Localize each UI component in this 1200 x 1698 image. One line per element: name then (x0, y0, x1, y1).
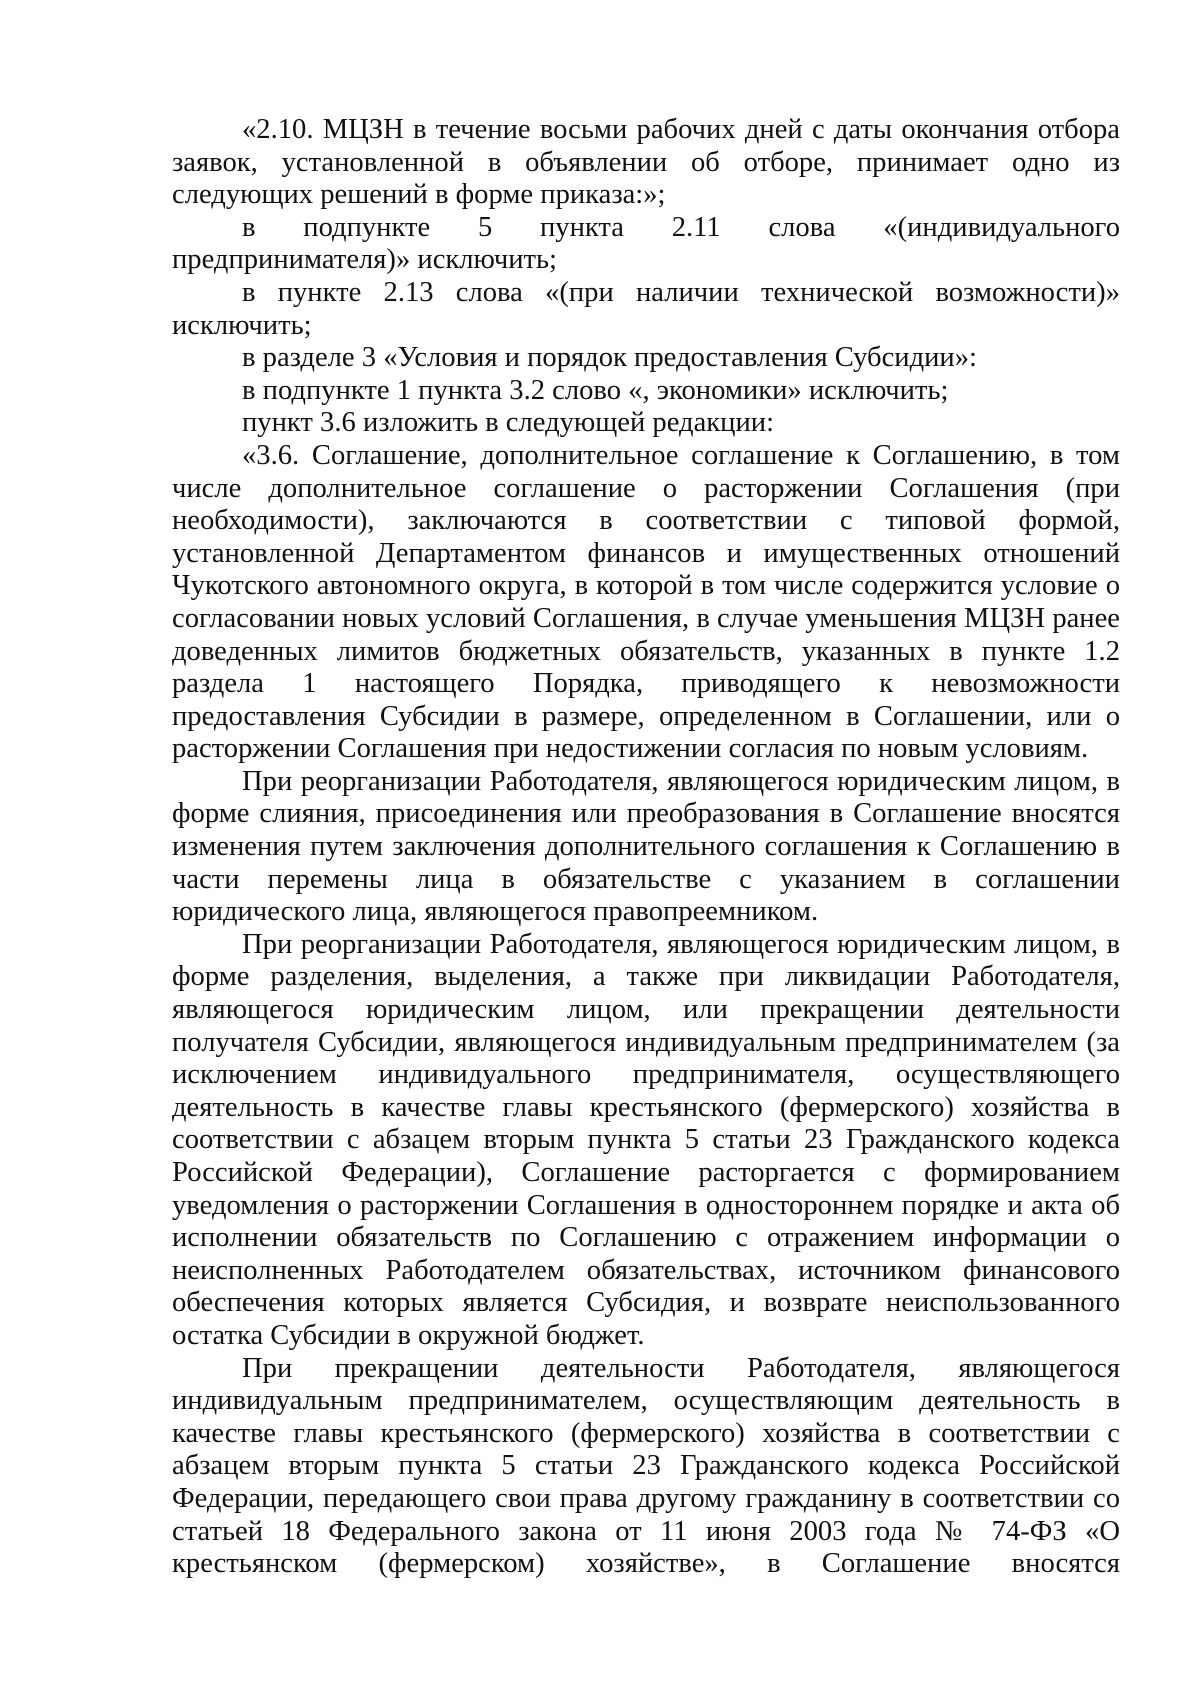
paragraph-clause-3-6: «3.6. Соглашение, дополнительное соглашение к Соглашению, в том числе дополнительное соглашение о расторжении Соглашения (при необходимости), заключаются в соответствии с типовой формой, установленной Департаментом финансов и имущественных отношений Чукотского автономного округа, в которой в том числе содержится условие о согласовании новых условий Соглашения, в случае уменьшения МЦЗН ранее доведенных лимитов бюджетных обязательств, указанных в пункте 1.2 раздела 1 настоящего Порядка, приводящего к невозможности предоставления Субсидии в размере, определенном в Соглашении, или о расторжении Соглашения при недостижении согласия по новым условиям. (172, 439, 1120, 765)
paragraph-section-3: в разделе 3 «Условия и порядок предоставления Субсидии»: (242, 342, 977, 374)
paragraph-amendment-2-11: в подпункте 5 пункта 2.11 слова «(индивидуального предпринимателя)» исключить; (172, 211, 1120, 276)
paragraph-reorganization-merger: При реорганизации Работодателя, являющегося юридическим лицом, в форме слияния, присоединения или преобразования в Соглашение вносятся изменения путем заключения дополнительного соглашения к Соглашению в части перемены лица в обязательстве с указанием в соглашении юридического лица, являющегося правопреемником. (172, 765, 1120, 928)
paragraph-amendment-2-13: в пункте 2.13 слова «(при наличии технической возможности)» исключить; (172, 276, 1120, 341)
paragraph-amendment-3-6: пункт 3.6 изложить в следующей редакции: (242, 407, 775, 439)
paragraph-farm-termination: При прекращении деятельности Работодателя, являющегося индивидуальным предпринимателем, осуществляющим деятельность в качестве главы крестьянского (фермерского) хозяйства в соответствии с абзацем вторым пункта 5 статьи 23 Гражданского кодекса Российской Федерации, передающего свои права другому гражданину в соответствии со статьей 18 Федерального закона от 11 июня 2003 года № 74-ФЗ «О крестьянском (фермерском) хозяйстве», в Соглашение вносятся (172, 1352, 1120, 1580)
paragraph-amendment-3-2: в подпункте 1 пункта 3.2 слово «, экономики» исключить; (242, 374, 949, 406)
document-body (172, 114, 1120, 1581)
paragraph-clause-2-10: «2.10. МЦЗН в течение восьми рабочих дней с даты окончания отбора заявок, установленной в объявлении об отборе, принимает одно из следующих решений в форме приказа:»; (172, 114, 1120, 211)
paragraph-reorganization-division: При реорганизации Работодателя, являющегося юридическим лицом, в форме разделения, выделения, а также при ликвидации Работодателя, являющегося юридическим лицом, или прекращении деятельности получателя Субсидии, являющегося индивидуальным предпринимателем (за исключением индивидуального предпринимателя, осуществляющего деятельность в качестве главы крестьянского (фермерского) хозяйства в соответствии с абзацем вторым пункта 5 статьи 23 Гражданского кодекса Российской Федерации), Соглашение расторгается с формированием уведомления о расторжении Соглашения в одностороннем порядке и акта об исполнении обязательств по Соглашению с отражением информации о неисполненных Работодателем обязательствах, источником финансового обеспечения которых является Субсидия, и возврате неиспользованного остатка Субсидии в окружной бюджет. (172, 928, 1120, 1351)
